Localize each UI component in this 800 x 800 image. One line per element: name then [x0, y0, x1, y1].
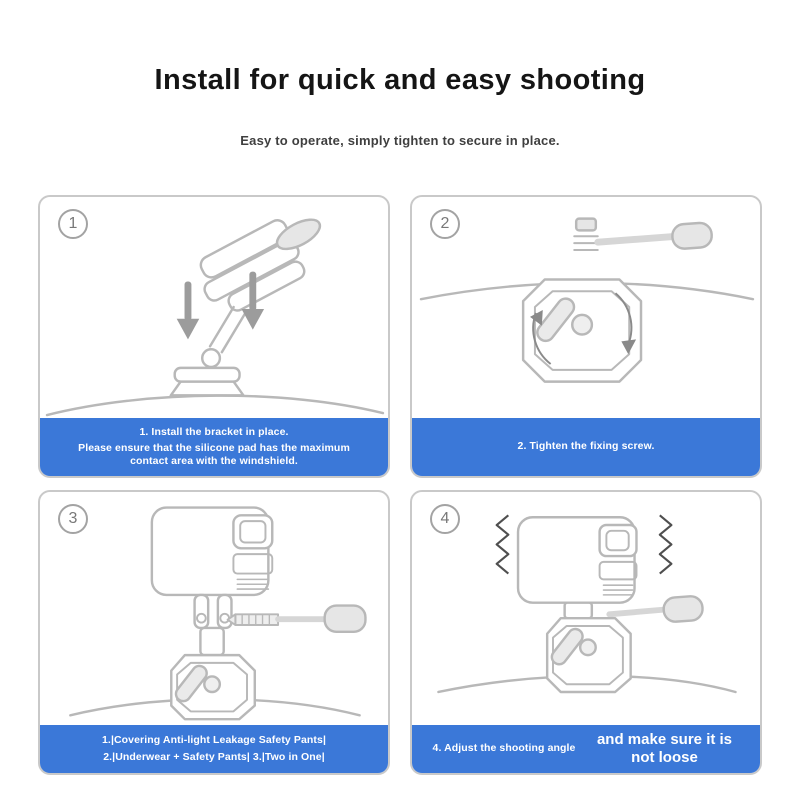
- step-number-badge: [58, 209, 88, 239]
- step3-caption-banner: [40, 725, 388, 773]
- step1-caption-banner: [40, 418, 388, 476]
- step-number: 1: [68, 215, 78, 232]
- step-panel-4: [410, 490, 762, 775]
- windshield-arc: [47, 396, 383, 415]
- step-panel-3: [38, 490, 390, 775]
- step-number-badge: [58, 504, 88, 534]
- assembled-camera-on-mount-illustration: [412, 492, 760, 725]
- step-number-badge: [430, 504, 460, 534]
- steps-grid: [38, 195, 762, 775]
- step4-caption-line1: 4. Adjust the shooting angle: [432, 742, 576, 755]
- step3-caption-line1: 1.|Covering Anti-light Leakage Safety Pants|: [101, 734, 327, 747]
- step-number-badge: [430, 209, 460, 239]
- bracket-with-arrows-illustration: [40, 197, 388, 418]
- step-panel-1: [38, 195, 390, 478]
- fixing-screw-illustration-svg: [412, 197, 760, 418]
- camera-lens: [600, 525, 637, 556]
- page-subtitle: Easy to operate, simply tighten to secure in place.: [240, 133, 560, 148]
- step1-caption-line1: 1. Install the bracket in place.: [139, 425, 289, 438]
- assembled-camera-illustration-svg: [412, 492, 760, 725]
- bracket-illustration-svg: [40, 197, 388, 418]
- step-panel-2: [410, 195, 762, 478]
- camera-screw-assembly-illustration: [40, 492, 388, 725]
- base-with-fixing-screw-illustration: [412, 197, 760, 418]
- step2-caption-banner: [412, 418, 760, 476]
- thumb-screw-handle: [325, 606, 366, 632]
- step4-caption-banner: [412, 725, 760, 773]
- step-number: 4: [440, 510, 450, 527]
- step4-caption-emphasis: and make sure it is not loose: [596, 731, 733, 766]
- camera-screw-illustration-svg: [40, 492, 388, 725]
- page-title: Install for quick and easy shooting: [154, 64, 646, 96]
- step3-caption-line2: 2.|Underwear + Safety Pants| 3.|Two in One|: [103, 750, 325, 763]
- step1-caption-line2: Please ensure that the silicone pad has the maximum contact area with the windshield.: [78, 441, 350, 468]
- step-number: 2: [440, 215, 450, 232]
- thumb-screw-handle: [663, 596, 703, 623]
- step-number: 3: [68, 510, 78, 527]
- step2-caption-line1: 2. Tighten the fixing screw.: [517, 440, 655, 453]
